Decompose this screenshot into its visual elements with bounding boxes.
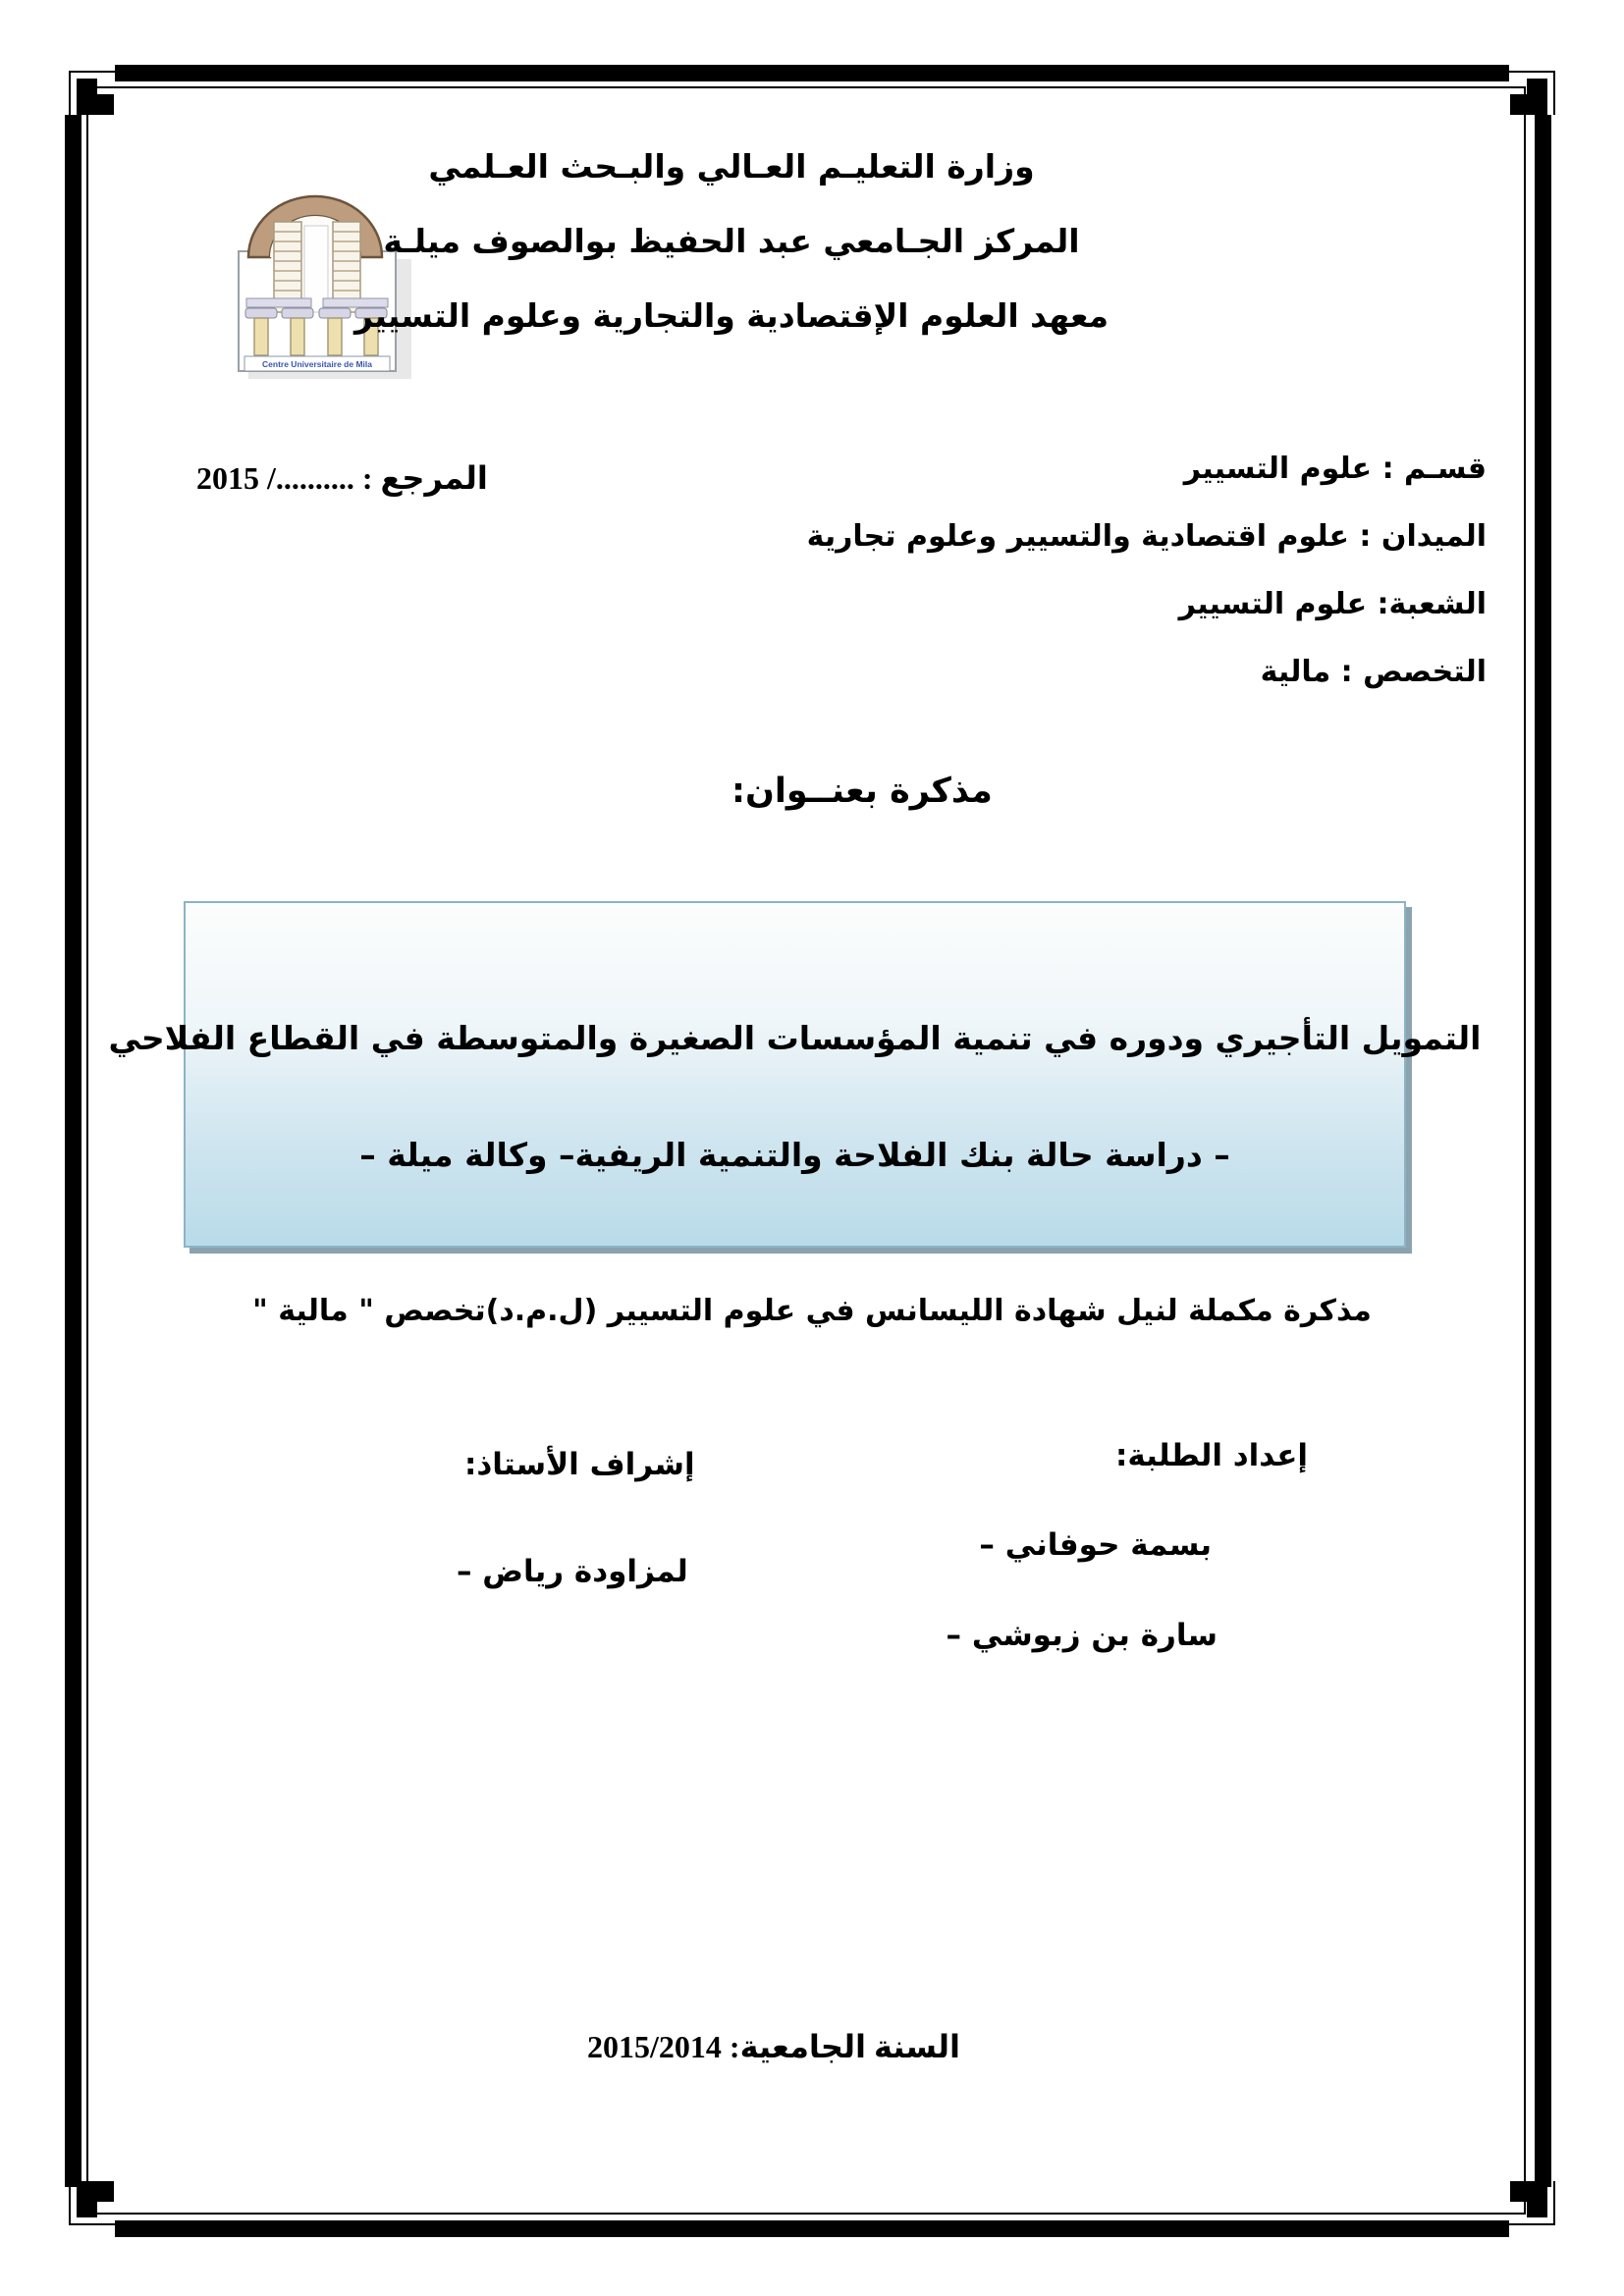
- degree-requirement-line: مذكرة مكملة لنيل شهادة الليسانس في علوم التسيير (ل.م.د)تخصص " مالية ": [252, 1294, 1372, 1328]
- supervisor-label: إشراف الأستاذ:: [464, 1447, 695, 1482]
- institute-line: معهد العلوم الإقتصادية والتجارية وعلوم التسيير: [353, 296, 1110, 335]
- department-line: قسـم : علوم التسيير: [1183, 452, 1487, 486]
- student-name-2: – سارة بن زبوشي: [946, 1618, 1218, 1653]
- ministry-header: [98, 130, 1365, 353]
- university-line: المركز الجـامعي عبد الحفيظ بوالصوف ميلـة: [383, 222, 1080, 260]
- specialty-line: التخصص : مالية: [1260, 655, 1487, 689]
- logo-caption: Centre Universitaire de Mila: [262, 359, 372, 369]
- thesis-title-box: [108, 901, 1482, 1248]
- branch-line: الشعبة: علوم التسيير: [1178, 587, 1487, 621]
- ministry-line: وزارة التعليـم العـالي والبـحث العـلمي: [428, 147, 1035, 186]
- student-name-1: – بسمة حوفاني: [979, 1527, 1212, 1563]
- memo-heading: مذكرة بعنــوان:: [731, 772, 993, 811]
- thesis-case-study: – دراسة حالة بنك الفلاحة والتنمية الريفية– وكالة ميلة –: [359, 1136, 1230, 1174]
- students-label: إعداد الطلبة:: [1114, 1438, 1308, 1473]
- reference-number: المرجع : ........../ 2015: [196, 460, 488, 496]
- program-info: [807, 435, 1487, 706]
- supervisor-name: – لمزاودة رياض: [457, 1554, 688, 1589]
- academic-year: السنة الجامعية: 2015/2014: [587, 2029, 960, 2064]
- field-line: الميدان : علوم اقتصادية والتسيير وعلوم تجارية: [806, 519, 1487, 554]
- thesis-title: التمويل التأجيري ودوره في تنمية المؤسسات الصغيرة والمتوسطة في القطاع الفلاحي: [108, 1019, 1482, 1057]
